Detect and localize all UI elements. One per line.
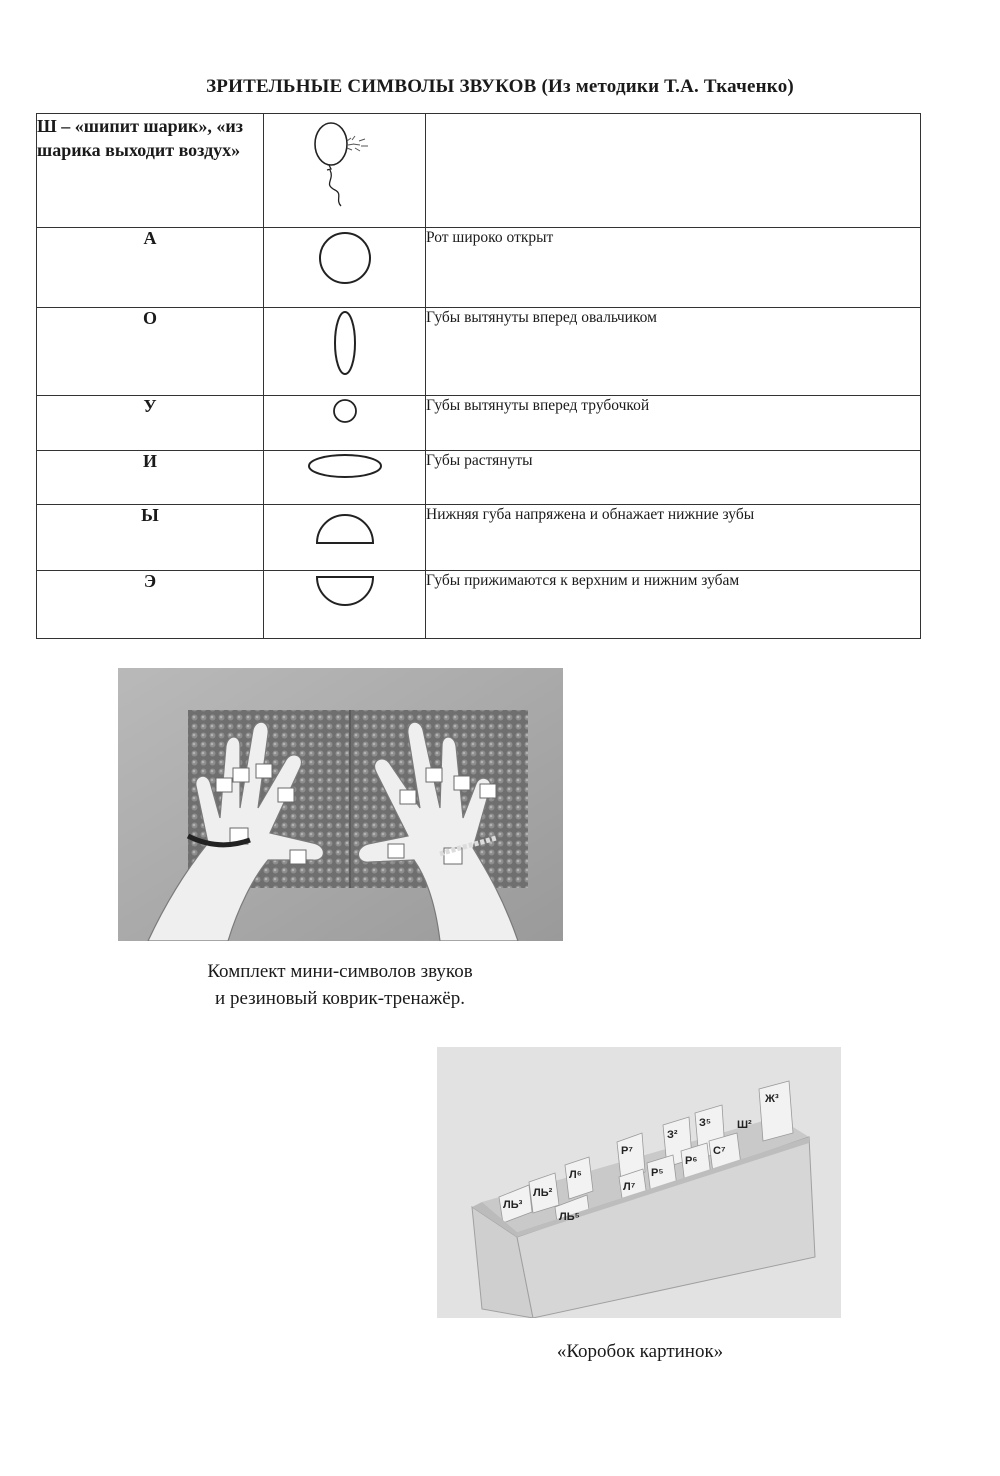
horizontal-oval-icon	[305, 451, 385, 481]
card-tab-label: ЛЬ³	[503, 1199, 523, 1211]
sound-cell: Ы	[37, 505, 264, 571]
vertical-oval-icon	[330, 308, 360, 378]
small-circle-icon	[330, 396, 360, 426]
card-tab-label: С⁷	[713, 1145, 726, 1157]
card-tab-label: Р⁷	[621, 1145, 633, 1157]
photo2-caption: «Коробок картинок»	[556, 1341, 724, 1362]
description-cell	[426, 114, 921, 228]
photo1-caption-line2: и резиновый коврик-тренажёр.	[215, 988, 465, 1009]
photo1-caption-line1: Комплект мини-символов звуков	[207, 961, 473, 982]
card-tab-label: Л⁷	[623, 1181, 636, 1193]
description-cell: Нижняя губа напряжена и обнажает нижние зубы	[426, 505, 921, 571]
dome-icon	[313, 505, 377, 549]
table-row	[37, 228, 921, 308]
balloon-icon	[305, 114, 385, 210]
symbol-cell	[264, 308, 426, 396]
symbol-cell	[264, 114, 426, 228]
table-row	[37, 396, 921, 451]
sound-cell: Э	[37, 571, 264, 639]
description-cell: Рот широко открыт	[426, 228, 921, 308]
card-tab-label: Р⁶	[685, 1155, 698, 1167]
table-row	[37, 114, 921, 228]
symbol-cell	[264, 396, 426, 451]
card-tab-label: З²	[667, 1129, 678, 1141]
sound-cell: У	[37, 396, 264, 451]
sound-cell: А	[37, 228, 264, 308]
card-tab-label: ЛЬ²	[533, 1187, 553, 1199]
table-row	[37, 451, 921, 505]
sound-cell: И	[37, 451, 264, 505]
card-tab-label: Л⁶	[569, 1169, 582, 1181]
card-tab-label: Ш²	[737, 1119, 752, 1131]
table-row	[37, 571, 921, 639]
sound-cell: О	[37, 308, 264, 396]
sound-cell: Ш – «шипит шарик», «из шарика выходит воздух»	[37, 114, 264, 228]
card-tab-label: Р⁵	[651, 1167, 664, 1179]
bowl-icon	[313, 571, 377, 615]
picture-box-photo	[437, 1047, 841, 1318]
hands-mat-photo	[118, 668, 563, 941]
description-cell: Губы растянуты	[426, 451, 921, 505]
table-row	[37, 308, 921, 396]
table-row	[37, 505, 921, 571]
card-tab-label: З⁵	[699, 1117, 712, 1129]
sound-symbols-table	[36, 113, 921, 639]
symbol-cell	[264, 505, 426, 571]
card-tab-label: Ж³	[765, 1093, 779, 1105]
symbol-cell	[264, 451, 426, 505]
symbol-cell	[264, 228, 426, 308]
description-cell: Губы прижимаются к верхним и нижним зубам	[426, 571, 921, 639]
circle-large-icon	[315, 228, 375, 288]
description-cell: Губы вытянуты вперед трубочкой	[426, 396, 921, 451]
description-cell: Губы вытянуты вперед овальчиком	[426, 308, 921, 396]
card-tab-label: ЛЬ⁵	[559, 1211, 580, 1223]
symbol-cell	[264, 571, 426, 639]
photo1-caption	[130, 958, 550, 1012]
hands-mat-illustration	[118, 668, 563, 941]
page-title: ЗРИТЕЛЬНЫЕ СИМВОЛЫ ЗВУКОВ (Из методики Т.А. Ткаченко)	[206, 76, 794, 97]
